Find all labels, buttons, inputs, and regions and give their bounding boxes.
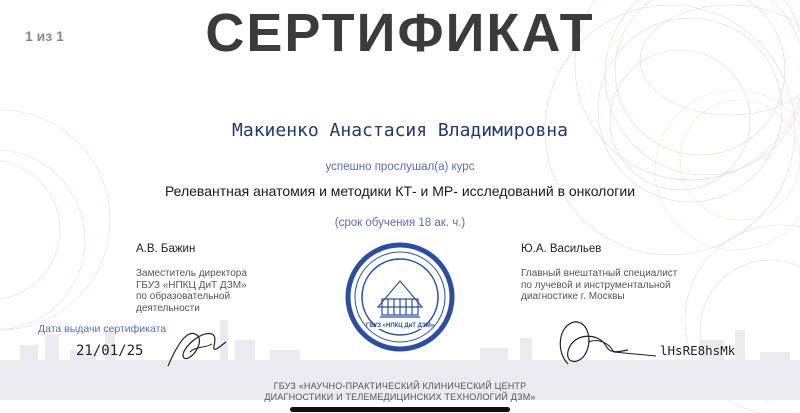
- issue-date-label: Дата выдачи сертификата: [38, 323, 167, 335]
- recipient-name: Макиенко Анастасия Владимировна: [232, 120, 568, 141]
- organization-line: ДИАГНОСТИКИ И ТЕЛЕМЕДИЦИНСКИХ ТЕХНОЛОГИЙ ДЗМ»: [264, 392, 536, 402]
- certificate-code: lHsRE8hsMk: [660, 343, 736, 358]
- signatory-right-role-line: Главный внештатный специалист: [521, 268, 678, 279]
- certificate-title: СЕРТИФИКАТ: [205, 3, 595, 63]
- signatory-left-name: А.В. Бажин: [136, 243, 196, 255]
- course-duration: (срок обучения 18 ак. ч.): [334, 217, 466, 229]
- signature-left: [160, 318, 230, 373]
- signatory-left-role-line: ГБУЗ «НПКЦ ДиТ ДЗМ»: [136, 279, 247, 291]
- signatory-left-role-line: Заместитель директора: [136, 268, 247, 279]
- organization-line: ГБУЗ «НАУЧНО-ПРАКТИЧЕСКИЙ КЛИНИЧЕСКИЙ ЦЕНТР: [273, 381, 527, 391]
- page-counter: 1 из 1: [25, 28, 64, 44]
- signature-right: [548, 312, 658, 374]
- signatory-left-role: [136, 268, 247, 314]
- signatory-right-name: Ю.А. Васильев: [521, 243, 602, 255]
- organization-name: [0, 381, 800, 403]
- seal-text: ГБУЗ «НПКЦ ДиТ ДЗМ»: [365, 323, 435, 329]
- signatory-left-role-line: по образовательной: [136, 291, 231, 302]
- home-indicator[interactable]: [290, 407, 510, 412]
- seal-stamp: [344, 241, 456, 353]
- signatory-right-role: [521, 268, 677, 303]
- signatory-right-role-line: диагностике г. Москвы: [521, 291, 625, 302]
- completed-text: успешно прослушал(а) курс: [325, 161, 475, 173]
- signatory-left-role-line: деятельности: [136, 302, 200, 314]
- issue-date: 21/01/25: [76, 343, 144, 359]
- course-title: Релевантная анатомия и методики КТ- и МР- исследований в онкологии: [164, 183, 636, 199]
- signatory-right-role-line: по лучевой и инструментальной: [521, 279, 671, 291]
